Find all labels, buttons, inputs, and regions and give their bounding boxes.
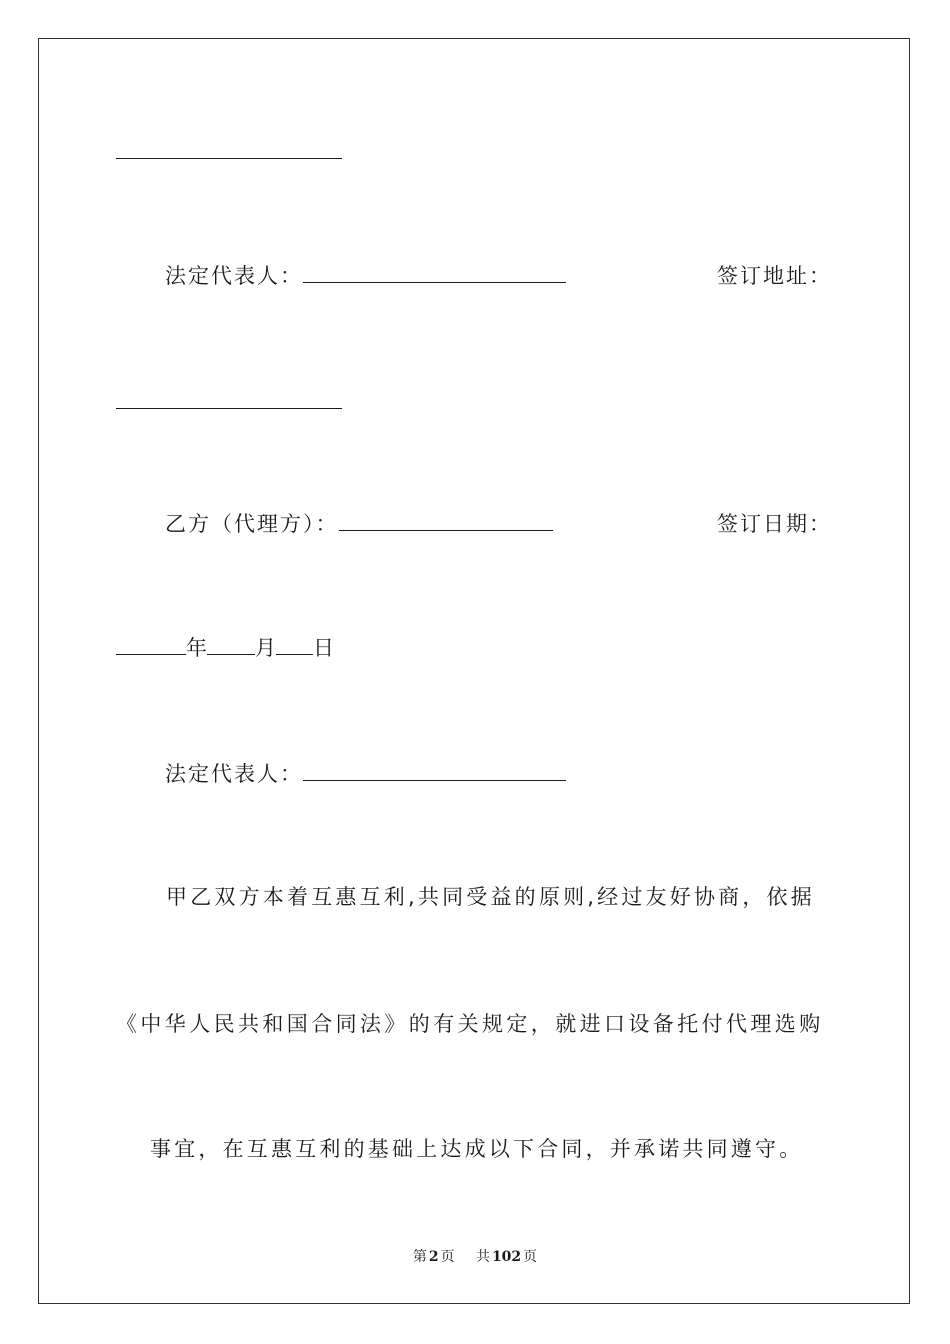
sign-address-label: 签订地址： <box>717 264 832 288</box>
sign-date-label: 签订日期： <box>717 512 832 536</box>
day-blank[interactable] <box>276 634 313 655</box>
party-b-row <box>165 510 553 538</box>
sign-address-blank-line <box>116 408 342 409</box>
sign-address-row <box>717 262 832 290</box>
year-blank[interactable] <box>116 634 186 655</box>
legal-rep-row-2 <box>165 760 566 788</box>
party-b-blank[interactable] <box>339 510 553 531</box>
date-row <box>116 634 334 662</box>
body-line-2: 《中华人民共和国合同法》的有关规定，就进口设备托付代理选购 <box>116 1012 824 1036</box>
page-number: 第 2 页 <box>412 1249 455 1265</box>
month-label: 月 <box>255 636 276 660</box>
top-blank-line <box>116 158 342 159</box>
month-blank[interactable] <box>207 634 255 655</box>
day-label: 日 <box>313 636 334 660</box>
legal-rep-blank-2[interactable] <box>303 760 566 781</box>
sign-date-row <box>717 510 832 538</box>
body-line-3: 事宜，在互惠互利的基础上达成以下合同，并承诺共同遵守。 <box>150 1137 804 1161</box>
legal-rep-row <box>165 262 566 290</box>
party-b-label: 乙方（代理方）： <box>165 512 339 536</box>
year-label: 年 <box>186 636 207 660</box>
body-line-1: 甲乙双方本着互惠互利,共同受益的原则,经过友好协商，依据 <box>166 885 815 909</box>
legal-rep-label-2: 法定代表人： <box>165 762 303 786</box>
page-footer <box>0 1246 950 1266</box>
legal-rep-blank[interactable] <box>303 262 566 283</box>
page-frame <box>38 38 910 1304</box>
total-pages: 共 102 页 <box>475 1249 538 1265</box>
legal-rep-label: 法定代表人： <box>165 264 303 288</box>
